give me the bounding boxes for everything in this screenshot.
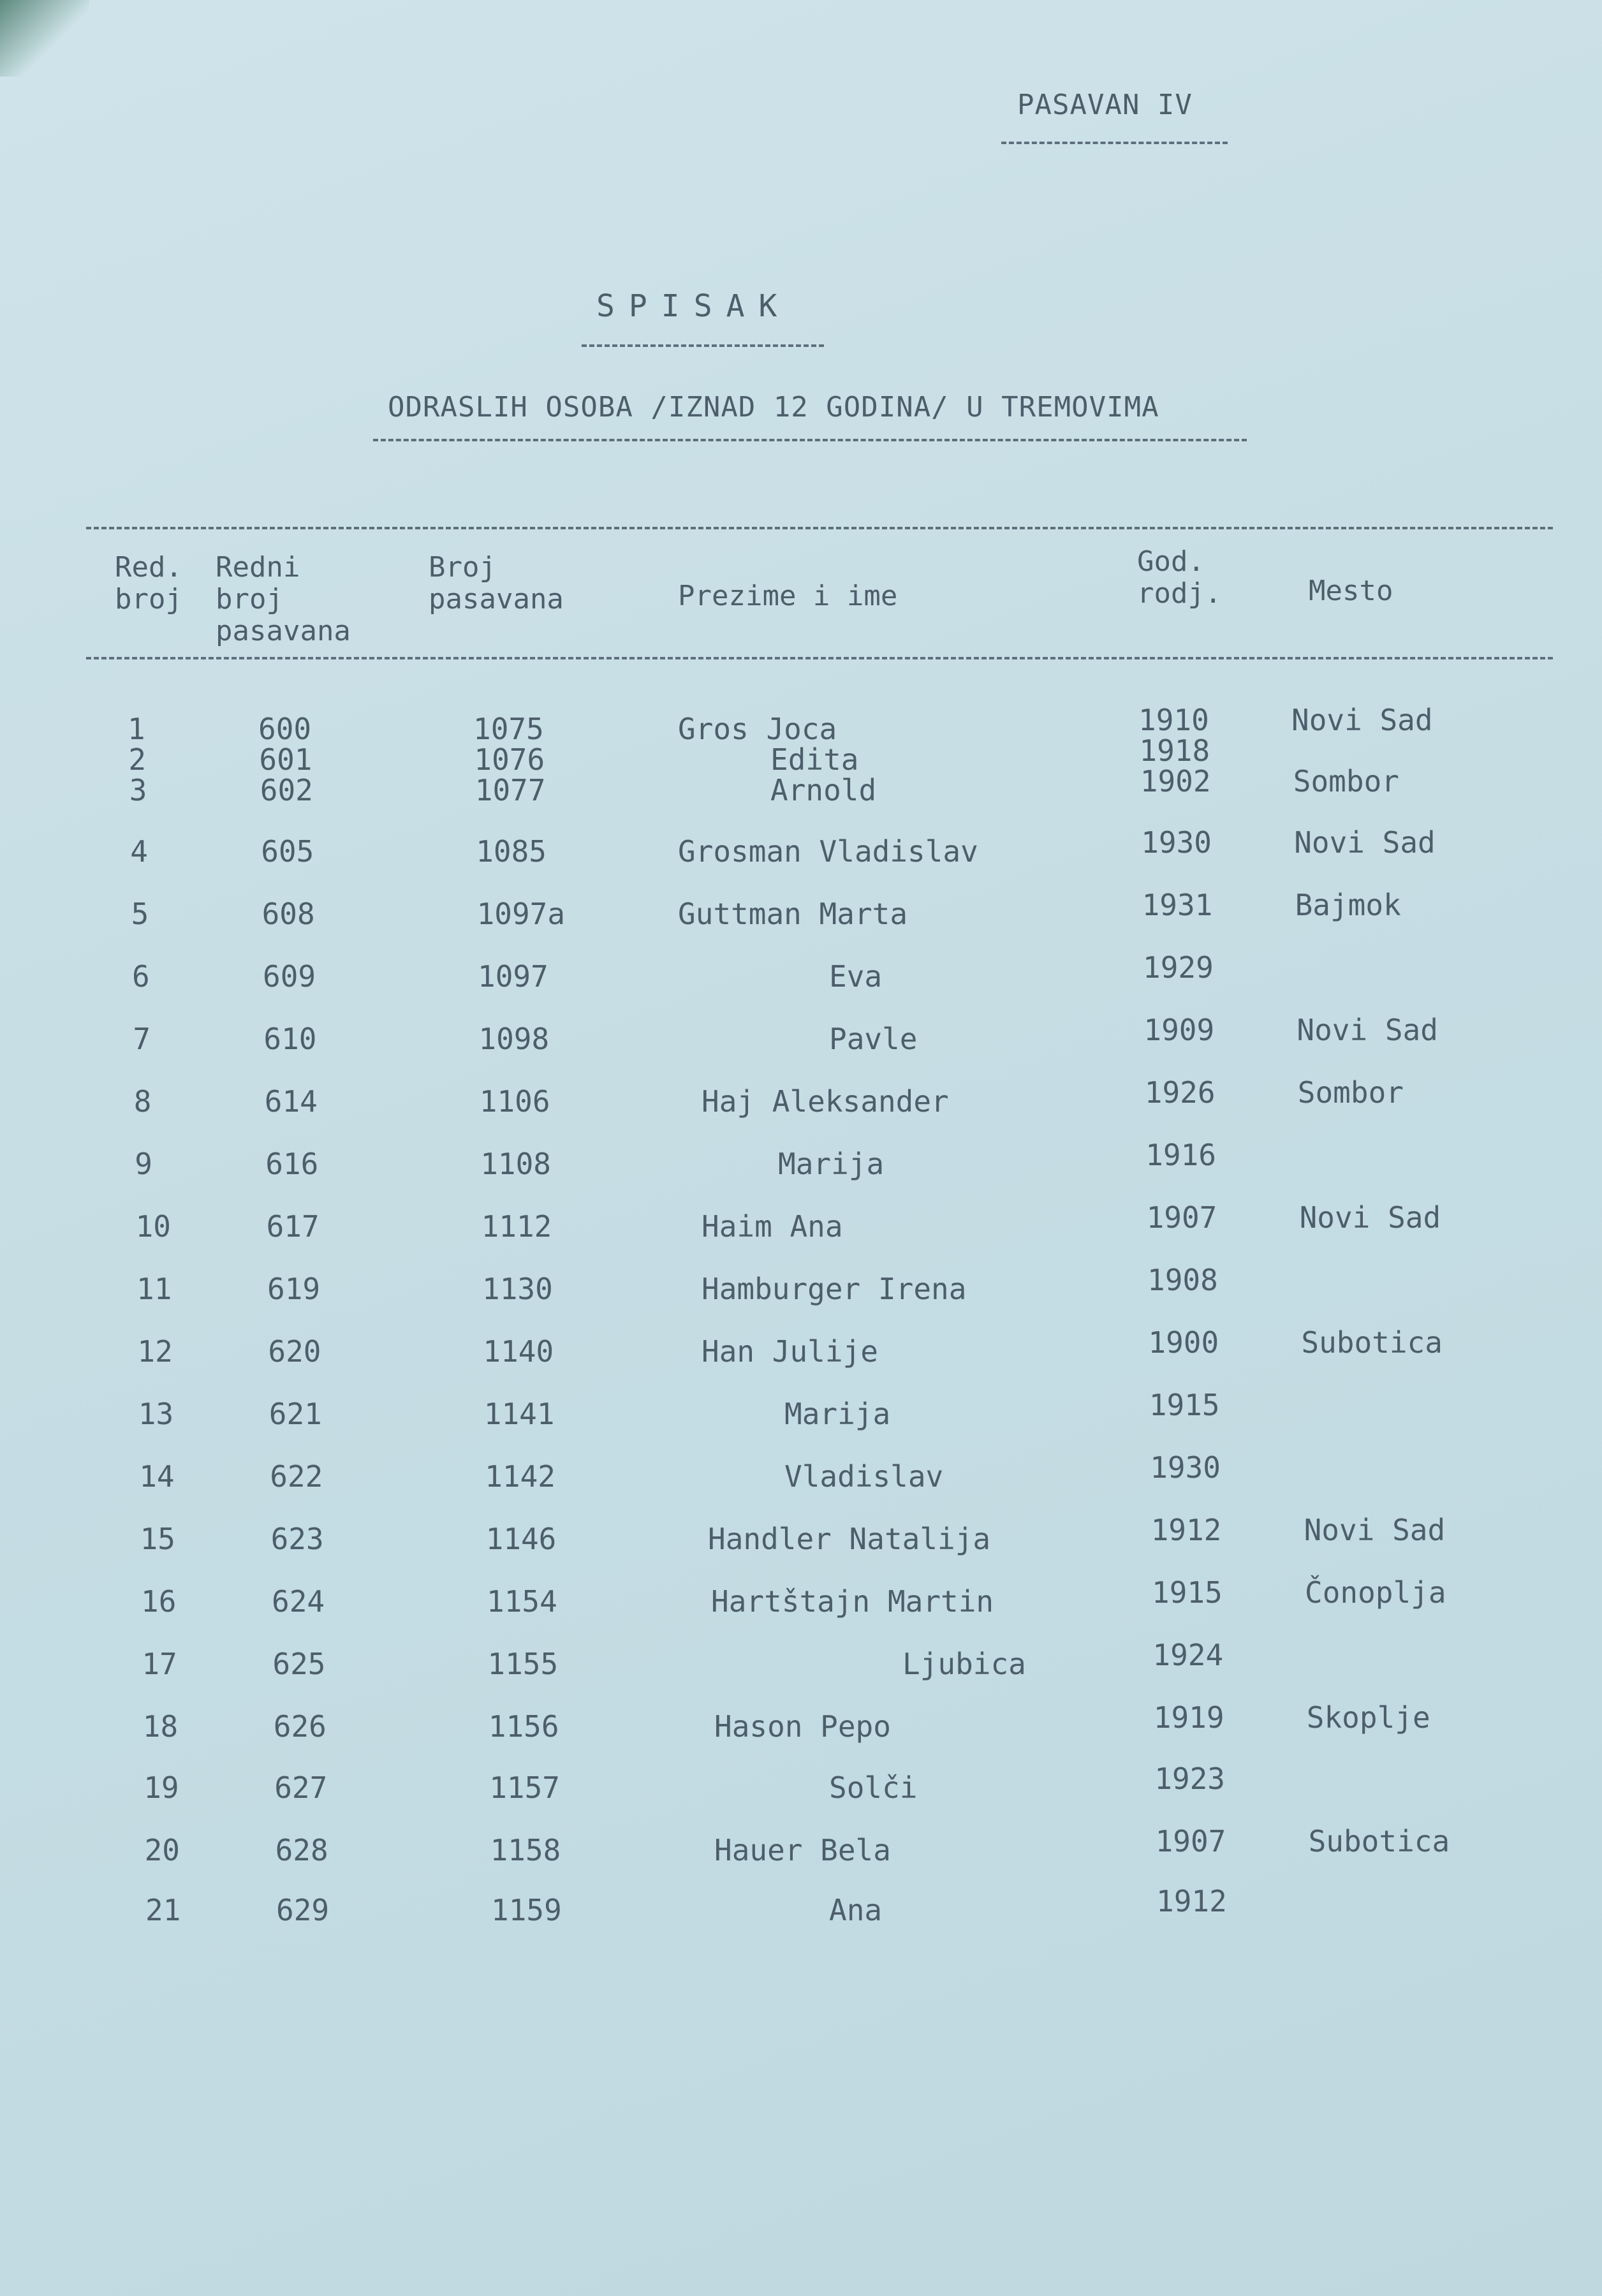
column-header-red-broj: Red. broj [115, 551, 182, 615]
cell-red-broj: 14 [139, 1459, 175, 1494]
cell-broj-pasavana: 1159 [491, 1893, 562, 1927]
cell-mesto: Sombor [1297, 1075, 1404, 1110]
cell-prezime-ime: Hartštajn Martin [711, 1584, 994, 1619]
code-underline [1001, 142, 1228, 144]
cell-mesto: Sombor [1293, 764, 1399, 798]
cell-god-rodj: 1926 [1144, 1075, 1216, 1110]
cell-prezime-ime: Ana [829, 1893, 883, 1927]
cell-mesto: Skoplje [1306, 1700, 1430, 1735]
cell-god-rodj: 1910 [1138, 703, 1209, 737]
cell-prezime-ime: Hason Pepo [714, 1709, 891, 1744]
document-title: SPISAK [596, 288, 791, 324]
cell-red-broj: 15 [140, 1522, 175, 1556]
cell-redni-broj: 624 [272, 1584, 325, 1619]
cell-prezime-ime: Marija [784, 1397, 891, 1431]
cell-broj-pasavana: 1075 [473, 712, 544, 746]
subtitle-underline [373, 439, 1247, 441]
cell-redni-broj: 621 [268, 1397, 322, 1431]
cell-mesto: Čonoplja [1305, 1575, 1446, 1610]
cell-god-rodj: 1902 [1140, 764, 1211, 798]
column-header-god: God. rodj. [1137, 545, 1222, 610]
cell-redni-broj: 619 [267, 1272, 321, 1306]
cell-redni-broj: 605 [261, 834, 314, 869]
title-underline [582, 344, 824, 347]
cell-red-broj: 17 [142, 1647, 177, 1681]
cell-prezime-ime: Arnold [770, 773, 877, 807]
cell-red-broj: 18 [142, 1709, 179, 1744]
cell-broj-pasavana: 1156 [488, 1709, 559, 1744]
cell-god-rodj: 1909 [1143, 1013, 1215, 1047]
document-subtitle: ODRASLIH OSOBA /IZNAD 12 GODINA/ U TREMOVIMA [388, 391, 1159, 423]
cell-red-broj: 10 [135, 1209, 171, 1244]
cell-redni-broj: 620 [268, 1334, 321, 1369]
cell-god-rodj: 1915 [1152, 1575, 1223, 1610]
cell-broj-pasavana: 1158 [490, 1833, 561, 1867]
cell-redni-broj: 614 [264, 1084, 318, 1119]
cell-prezime-ime: Hamburger Irena [702, 1272, 967, 1306]
cell-redni-broj: 629 [276, 1893, 330, 1927]
cell-red-broj: 20 [144, 1833, 180, 1867]
cell-god-rodj: 1907 [1146, 1200, 1217, 1235]
cell-prezime-ime: Edita [770, 742, 859, 777]
column-header-mesto: Mesto [1309, 575, 1393, 607]
cell-broj-pasavana: 1085 [476, 834, 547, 869]
cell-god-rodj: 1908 [1147, 1263, 1218, 1297]
cell-broj-pasavana: 1140 [483, 1334, 554, 1369]
cell-prezime-ime: Vladislav [784, 1459, 944, 1494]
cell-broj-pasavana: 1077 [474, 773, 546, 807]
cell-prezime-ime: Eva [829, 959, 883, 994]
cell-broj-pasavana: 1108 [480, 1147, 551, 1181]
cell-prezime-ime: Guttman Marta [678, 897, 908, 931]
cell-god-rodj: 1930 [1150, 1450, 1221, 1485]
cell-red-broj: 2 [128, 742, 147, 777]
cell-broj-pasavana: 1130 [482, 1272, 553, 1306]
table-top-rule [86, 527, 1553, 529]
cell-god-rodj: 1929 [1143, 950, 1214, 985]
column-header-broj-pasavana: Broj pasavana [429, 551, 564, 615]
cell-redni-broj: 622 [270, 1459, 323, 1494]
cell-mesto: Novi Sad [1297, 1013, 1438, 1047]
cell-red-broj: 9 [135, 1147, 152, 1181]
column-header-prezime: Prezime i ime [678, 580, 898, 612]
cell-broj-pasavana: 1106 [479, 1084, 550, 1119]
cell-red-broj: 6 [132, 959, 150, 994]
cell-red-broj: 1 [128, 712, 145, 746]
cell-mesto: Subotica [1301, 1325, 1443, 1360]
cell-god-rodj: 1918 [1139, 733, 1210, 768]
cell-broj-pasavana: 1146 [485, 1522, 557, 1556]
cell-prezime-ime: Grosman Vladislav [678, 834, 978, 869]
cell-prezime-ime: Hauer Bela [714, 1833, 891, 1867]
cell-broj-pasavana: 1097 [478, 959, 548, 994]
cell-prezime-ime: Pavle [829, 1022, 918, 1056]
cell-god-rodj: 1931 [1142, 888, 1213, 922]
cell-redni-broj: 626 [273, 1709, 327, 1744]
cell-red-broj: 3 [129, 773, 147, 807]
cell-broj-pasavana: 1157 [489, 1770, 560, 1805]
cell-redni-broj: 623 [270, 1522, 324, 1556]
cell-red-broj: 5 [131, 897, 149, 931]
cell-prezime-ime: Handler Natalija [708, 1522, 991, 1556]
cell-red-broj: 8 [133, 1084, 152, 1119]
cell-redni-broj: 608 [261, 897, 315, 931]
cell-red-broj: 11 [136, 1272, 172, 1306]
cell-broj-pasavana: 1076 [474, 742, 545, 777]
cell-god-rodj: 1924 [1152, 1638, 1224, 1672]
cell-prezime-ime: Han Julije [702, 1334, 878, 1369]
cell-red-broj: 13 [138, 1397, 174, 1431]
cell-redni-broj: 616 [265, 1147, 319, 1181]
cell-redni-broj: 600 [258, 712, 312, 746]
cell-prezime-ime: Haim Ana [702, 1209, 843, 1244]
cell-god-rodj: 1915 [1149, 1388, 1220, 1422]
cell-redni-broj: 610 [263, 1022, 317, 1056]
cell-prezime-ime: Marija [778, 1147, 885, 1181]
cell-broj-pasavana: 1141 [483, 1397, 555, 1431]
cell-broj-pasavana: 1098 [478, 1022, 550, 1056]
cell-god-rodj: 1900 [1148, 1325, 1219, 1360]
cell-broj-pasavana: 1112 [481, 1209, 552, 1244]
cell-prezime-ime: Haj Aleksander [702, 1084, 949, 1119]
cell-red-broj: 12 [137, 1334, 173, 1369]
cell-prezime-ime: Ljubica [902, 1647, 1026, 1681]
cell-mesto: Novi Sad [1294, 825, 1436, 860]
cell-mesto: Novi Sad [1304, 1513, 1446, 1547]
column-header-redni-broj: Redni broj pasavana [216, 551, 351, 647]
cell-god-rodj: 1912 [1156, 1884, 1227, 1918]
cell-red-broj: 4 [130, 834, 148, 869]
cell-god-rodj: 1923 [1154, 1762, 1225, 1796]
cell-mesto: Novi Sad [1299, 1200, 1441, 1235]
cell-redni-broj: 628 [275, 1833, 328, 1867]
cell-prezime-ime: Solči [829, 1770, 918, 1805]
cell-god-rodj: 1907 [1155, 1824, 1226, 1858]
cell-broj-pasavana: 1155 [487, 1647, 559, 1681]
cell-redni-broj: 625 [272, 1647, 326, 1681]
corner-stain [0, 0, 89, 77]
table-header-rule [86, 657, 1553, 659]
cell-god-rodj: 1919 [1153, 1700, 1224, 1735]
cell-redni-broj: 617 [266, 1209, 320, 1244]
cell-god-rodj: 1912 [1150, 1513, 1222, 1547]
cell-red-broj: 21 [145, 1893, 181, 1927]
cell-redni-broj: 601 [259, 742, 312, 777]
cell-red-broj: 7 [133, 1022, 151, 1056]
document-code: PASAVAN IV [1017, 89, 1193, 121]
cell-broj-pasavana: 1097a [476, 897, 566, 931]
cell-redni-broj: 609 [263, 959, 316, 994]
cell-broj-pasavana: 1154 [487, 1584, 557, 1619]
cell-god-rodj: 1916 [1145, 1138, 1216, 1172]
cell-prezime-ime: Gros Joca [678, 712, 837, 746]
cell-redni-broj: 627 [274, 1770, 328, 1805]
cell-red-broj: 16 [141, 1584, 177, 1619]
cell-red-broj: 19 [143, 1770, 179, 1805]
cell-redni-broj: 602 [260, 773, 313, 807]
cell-mesto: Novi Sad [1291, 703, 1433, 737]
cell-mesto: Bajmok [1295, 888, 1401, 922]
cell-mesto: Subotica [1308, 1824, 1450, 1858]
cell-god-rodj: 1930 [1141, 825, 1212, 860]
cell-broj-pasavana: 1142 [485, 1459, 555, 1494]
